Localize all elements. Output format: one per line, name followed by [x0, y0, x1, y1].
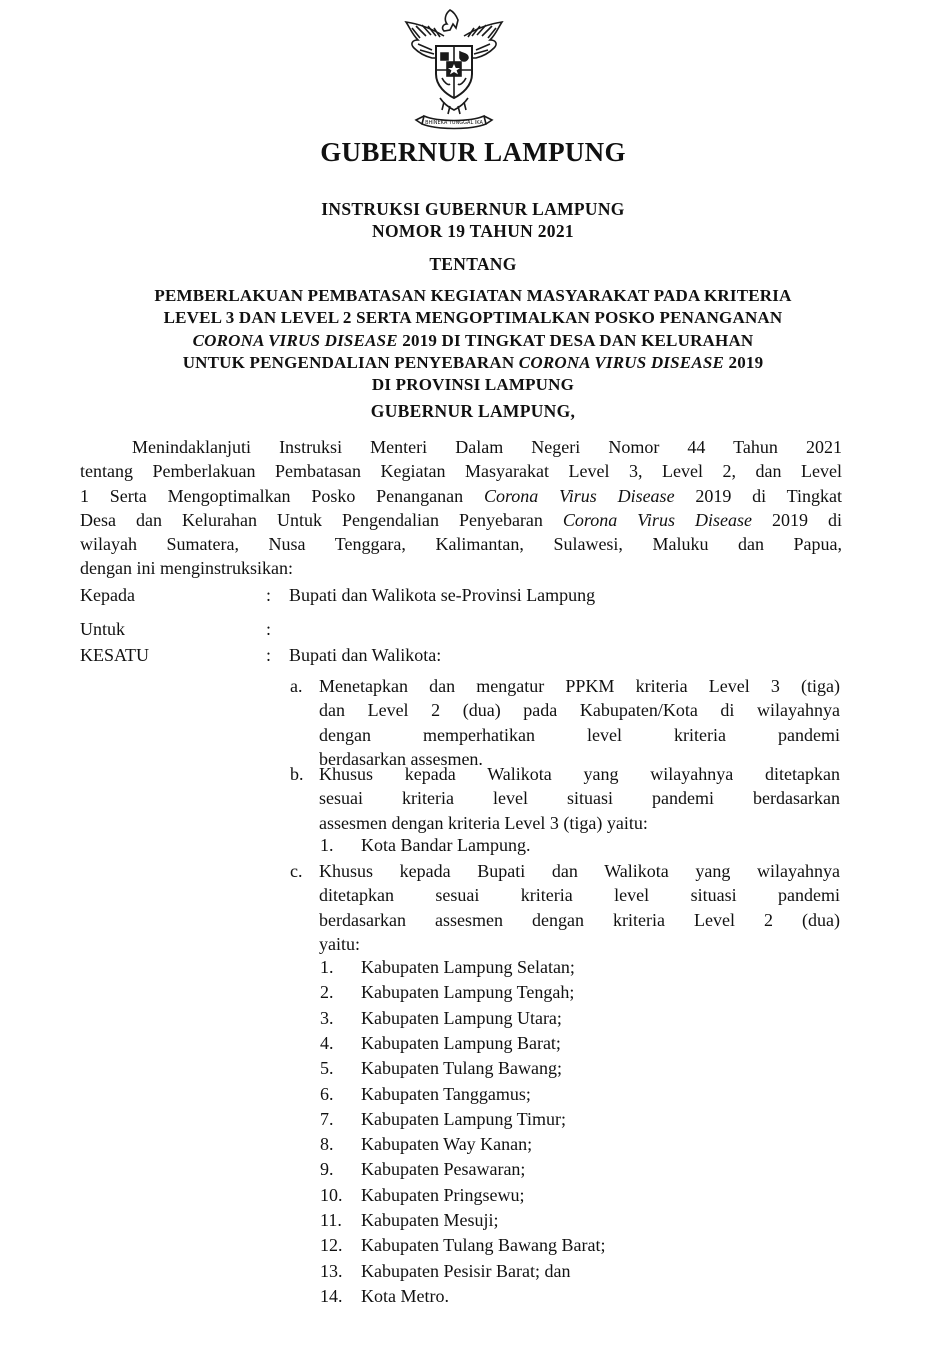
- untuk-row: [80, 617, 860, 642]
- svg-text:BHINEKA TUNGGAL IKA: BHINEKA TUNGGAL IKA: [425, 120, 483, 126]
- preamble-line: Desa dan Kelurahan Untuk Pengendalian Penyebaran Corona Virus Disease 2019 di: [80, 509, 842, 530]
- item-text: Khusus kepada Walikota yang wilayahnya ditetapkan sesuai kriteria level situasi pandemi berdasarkan assesmen dengan kriteria Level 3 (tiga) yaitu:: [319, 764, 840, 833]
- list-item: 5. Kabupaten Tulang Bawang;: [320, 1058, 562, 1079]
- kesatu-label: KESATU: [80, 645, 150, 665]
- subject-line: CORONA VIRUS DISEASE 2019 DI TINGKAT DESA DAN KELURAHAN: [192, 330, 754, 350]
- governor-letterhead-title: GUBERNUR LAMPUNG: [320, 137, 626, 167]
- preamble-line: Menindaklanjuti Instruksi Menteri Dalam Negeri Nomor 44 Tahun 2021: [132, 437, 842, 457]
- preamble-line: dengan ini menginstruksikan:: [80, 558, 293, 579]
- list-item: 7. Kabupaten Lampung Timur;: [320, 1108, 566, 1129]
- list-item: 2. Kabupaten Lampung Tengah;: [320, 982, 575, 1003]
- colon: :: [266, 645, 272, 665]
- kesatu-value: Bupati dan Walikota:: [289, 645, 442, 665]
- colon: :: [266, 585, 272, 605]
- garuda-emblem-icon: [398, 6, 510, 134]
- list-item: 3. Kabupaten Lampung Utara;: [320, 1007, 562, 1028]
- preamble-line: wilayah Sumatera, Nusa Tenggara, Kalimantan, Sulawesi, Maluku dan Papua,: [80, 534, 842, 555]
- list-item: 4. Kabupaten Lampung Barat;: [320, 1032, 561, 1053]
- item-text: Khusus kepada Bupati dan Walikota yang wilayahnya ditetapkan sesuai kriteria level situasi pandemi berdasarkan assesmen dengan kriteria Level 2 (dua) yaitu:: [319, 861, 840, 954]
- item-marker: b.: [290, 764, 304, 784]
- instruction-title: INSTRUKSI GUBERNUR LAMPUNG: [321, 199, 625, 219]
- item-marker: c.: [290, 861, 303, 881]
- about-heading: TENTANG: [429, 254, 517, 274]
- list-item: 9. Kabupaten Pesawaran;: [320, 1159, 526, 1180]
- list-item: 14. Kota Metro.: [320, 1285, 449, 1306]
- list-item: 12. Kabupaten Tulang Bawang Barat;: [320, 1235, 606, 1256]
- kesatu-row: [80, 643, 860, 668]
- list-item: 1. Kota Bandar Lampung.: [320, 835, 531, 855]
- subject-line: DI PROVINSI LAMPUNG: [371, 375, 575, 395]
- item-text: Menetapkan dan mengatur PPKM kriteria Level 3 (tiga) dan Level 2 (dua) pada Kabupaten/Kota di wilayahnya dengan memperhatikan level kriteria pandemi berdasarkan assesmen.: [319, 676, 840, 769]
- untuk-label: Untuk: [80, 619, 125, 639]
- instruction-number: NOMOR 19 TAHUN 2021: [372, 221, 574, 241]
- subject-line: PEMBERLAKUAN PEMBATASAN KEGIATAN MASYARAKAT PADA KRITERIA: [154, 286, 792, 305]
- subject-line: UNTUK PENGENDALIAN PENYEBARAN CORONA VIRUS DISEASE 2019: [182, 352, 764, 372]
- list-item: 10. Kabupaten Pringsewu;: [320, 1184, 525, 1205]
- preamble-paragraph: [80, 435, 842, 581]
- subject-line: LEVEL 3 DAN LEVEL 2 SERTA MENGOPTIMALKAN POSKO PENANGANAN: [163, 308, 783, 328]
- list-item: 13. Kabupaten Pesisir Barat; dan: [320, 1260, 571, 1281]
- preamble-line: tentang Pemberlakuan Pembatasan Kegiatan Masyarakat Level 3, Level 2, dan Level: [80, 461, 842, 482]
- kepada-row: [80, 583, 860, 608]
- kepada-value: Bupati dan Walikota se-Provinsi Lampung: [289, 585, 596, 605]
- list-item: 8. Kabupaten Way Kanan;: [320, 1134, 533, 1155]
- list-item: 11. Kabupaten Mesuji;: [320, 1210, 499, 1230]
- list-item: 6. Kabupaten Tanggamus;: [320, 1083, 531, 1104]
- governor-heading: GUBERNUR LAMPUNG,: [370, 401, 576, 421]
- preamble-line: 1 Serta Mengoptimalkan Posko Penanganan Corona Virus Disease 2019 di Tingkat: [80, 485, 842, 506]
- kepada-label: Kepada: [80, 585, 135, 605]
- item-marker: a.: [290, 676, 303, 696]
- list-item: 1. Kabupaten Lampung Selatan;: [320, 957, 575, 977]
- instruction-subject: [0, 285, 946, 396]
- colon: :: [266, 619, 272, 639]
